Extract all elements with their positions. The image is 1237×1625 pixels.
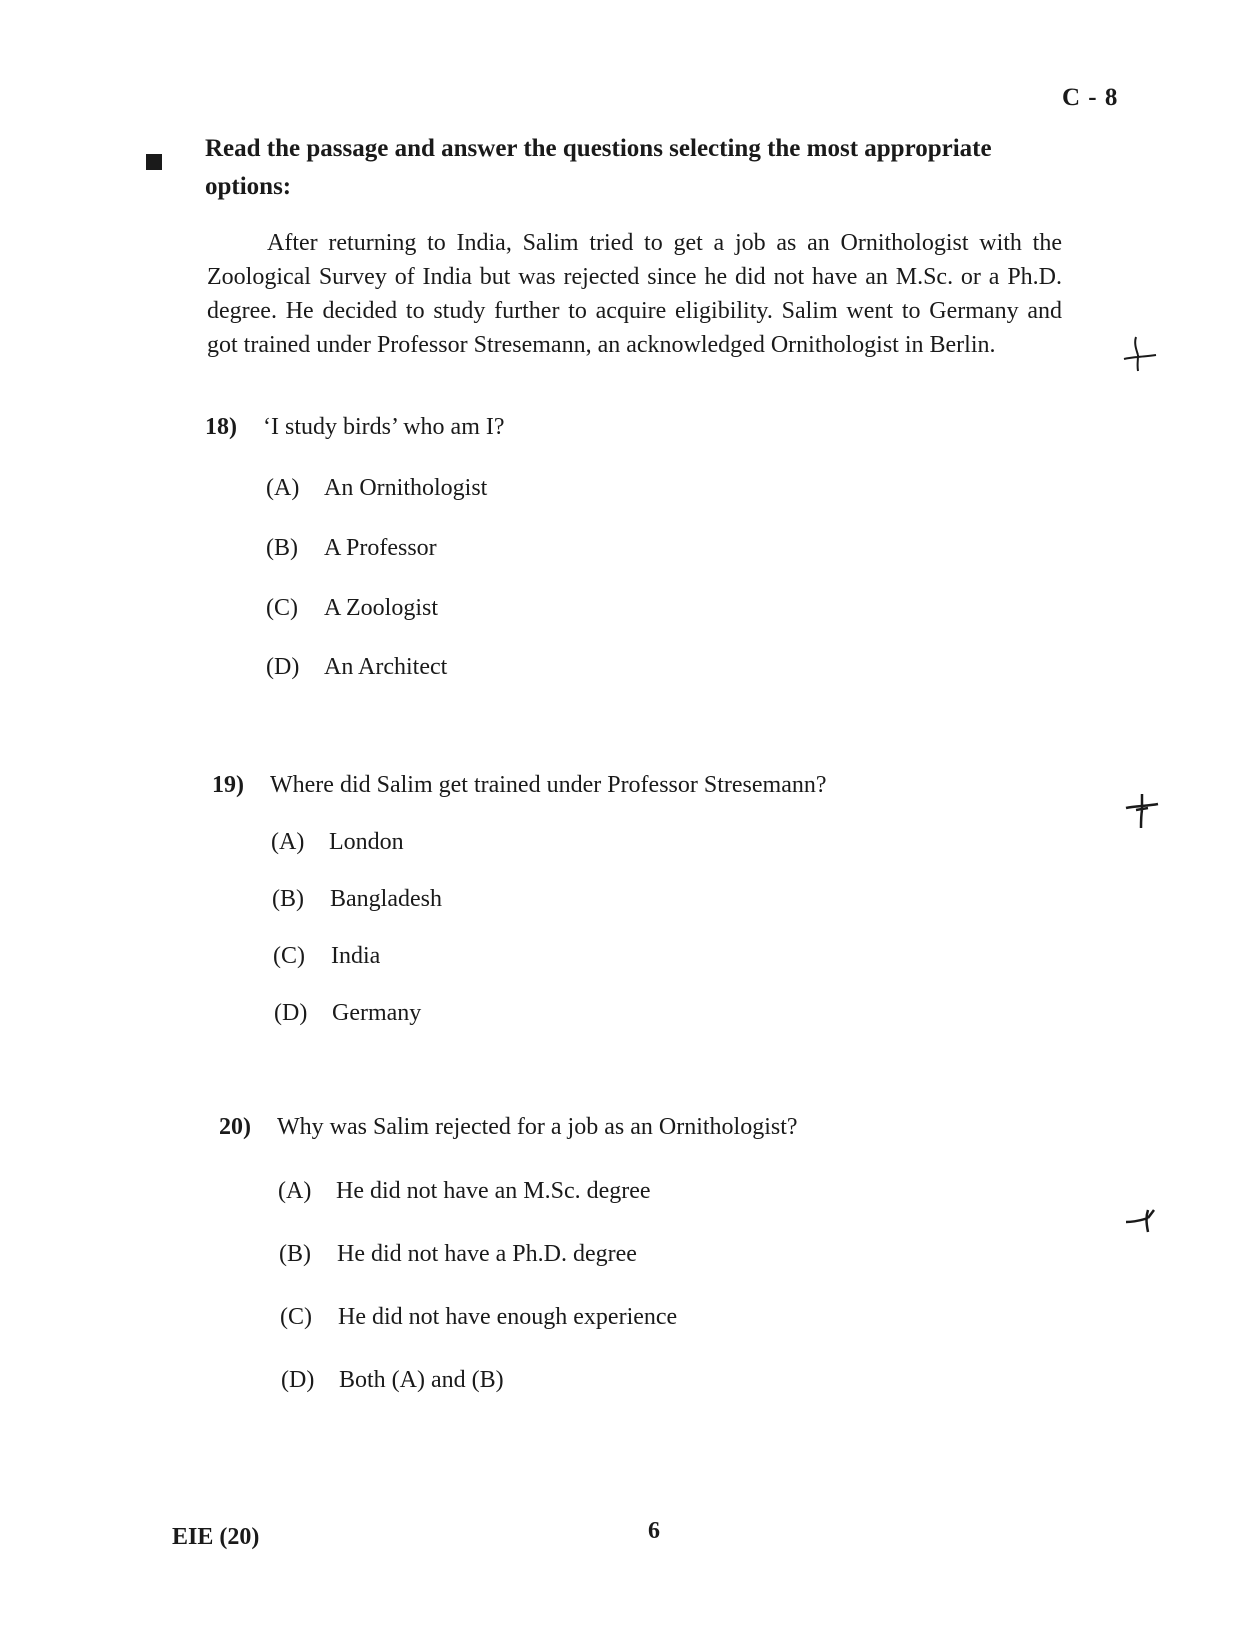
option-label: (B) (272, 886, 304, 912)
question-number: 19) (212, 772, 244, 798)
option-text: Bangladesh (330, 886, 442, 912)
option-18-d (266, 652, 447, 682)
option-label: (D) (274, 1000, 308, 1026)
option-19-c (273, 941, 380, 971)
option-18-c (266, 593, 438, 623)
option-label: (A) (271, 829, 305, 855)
option-text: He did not have a Ph.D. degree (337, 1241, 637, 1267)
option-18-b (266, 533, 437, 563)
option-label: (B) (279, 1241, 311, 1267)
question-text: Why was Salim rejected for a job as an Ornithologist? (277, 1114, 798, 1140)
option-label: (A) (278, 1178, 312, 1204)
option-19-a (271, 827, 404, 857)
scan-mark-icon (1120, 335, 1160, 375)
instruction-heading: Read the passage and answer the questions selecting the most appropriate options: (205, 135, 992, 200)
option-18-a (266, 473, 487, 503)
option-text: A Zoologist (324, 595, 439, 621)
option-text: Germany (332, 1000, 422, 1026)
question-text: Where did Salim get trained under Professor Stresemann? (270, 772, 827, 798)
paper-code: EIE (20) (172, 1524, 260, 1550)
option-label: (D) (281, 1367, 315, 1393)
option-label: (C) (273, 943, 305, 969)
option-text: An Architect (324, 654, 448, 680)
question-20 (219, 1112, 798, 1142)
option-label: (A) (266, 475, 300, 501)
option-label: (D) (266, 654, 300, 680)
option-19-d (274, 998, 421, 1028)
page-number: 6 (648, 1518, 660, 1544)
scan-mark-icon (1122, 790, 1162, 830)
option-text: A Professor (324, 535, 437, 561)
question-text: ‘I study birds’ who am I? (263, 414, 505, 440)
option-text: An Ornithologist (324, 475, 488, 501)
option-text: He did not have an M.Sc. degree (336, 1178, 651, 1204)
option-20-c (280, 1302, 677, 1332)
scan-mark-icon (1122, 1202, 1162, 1242)
option-label: (C) (280, 1304, 312, 1330)
question-18 (205, 412, 505, 442)
option-label: (B) (266, 535, 298, 561)
option-19-b (272, 884, 442, 914)
option-text: Both (A) and (B) (339, 1367, 504, 1393)
option-text: He did not have enough experience (338, 1304, 678, 1330)
reading-passage: After returning to India, Salim tried to get a job as an Ornithologist with the Zoological Survey of India but was rejected since he did not have an M.Sc. or a Ph.D. degree. He decided to study further to acquire eligibility. Salim went to Germany and got trained under Professor Stresemann, an acknowledged Ornithologist in Berlin. (207, 230, 1062, 358)
question-19 (212, 770, 827, 800)
option-text: London (329, 829, 404, 855)
option-label: (C) (266, 595, 298, 621)
option-text: India (331, 943, 381, 969)
question-number: 18) (205, 414, 237, 440)
option-20-d (281, 1365, 504, 1395)
square-bullet-icon (146, 154, 162, 170)
page-code: C - 8 (1062, 84, 1119, 111)
question-number: 20) (219, 1114, 251, 1140)
option-20-b (279, 1239, 637, 1269)
option-20-a (278, 1176, 651, 1206)
